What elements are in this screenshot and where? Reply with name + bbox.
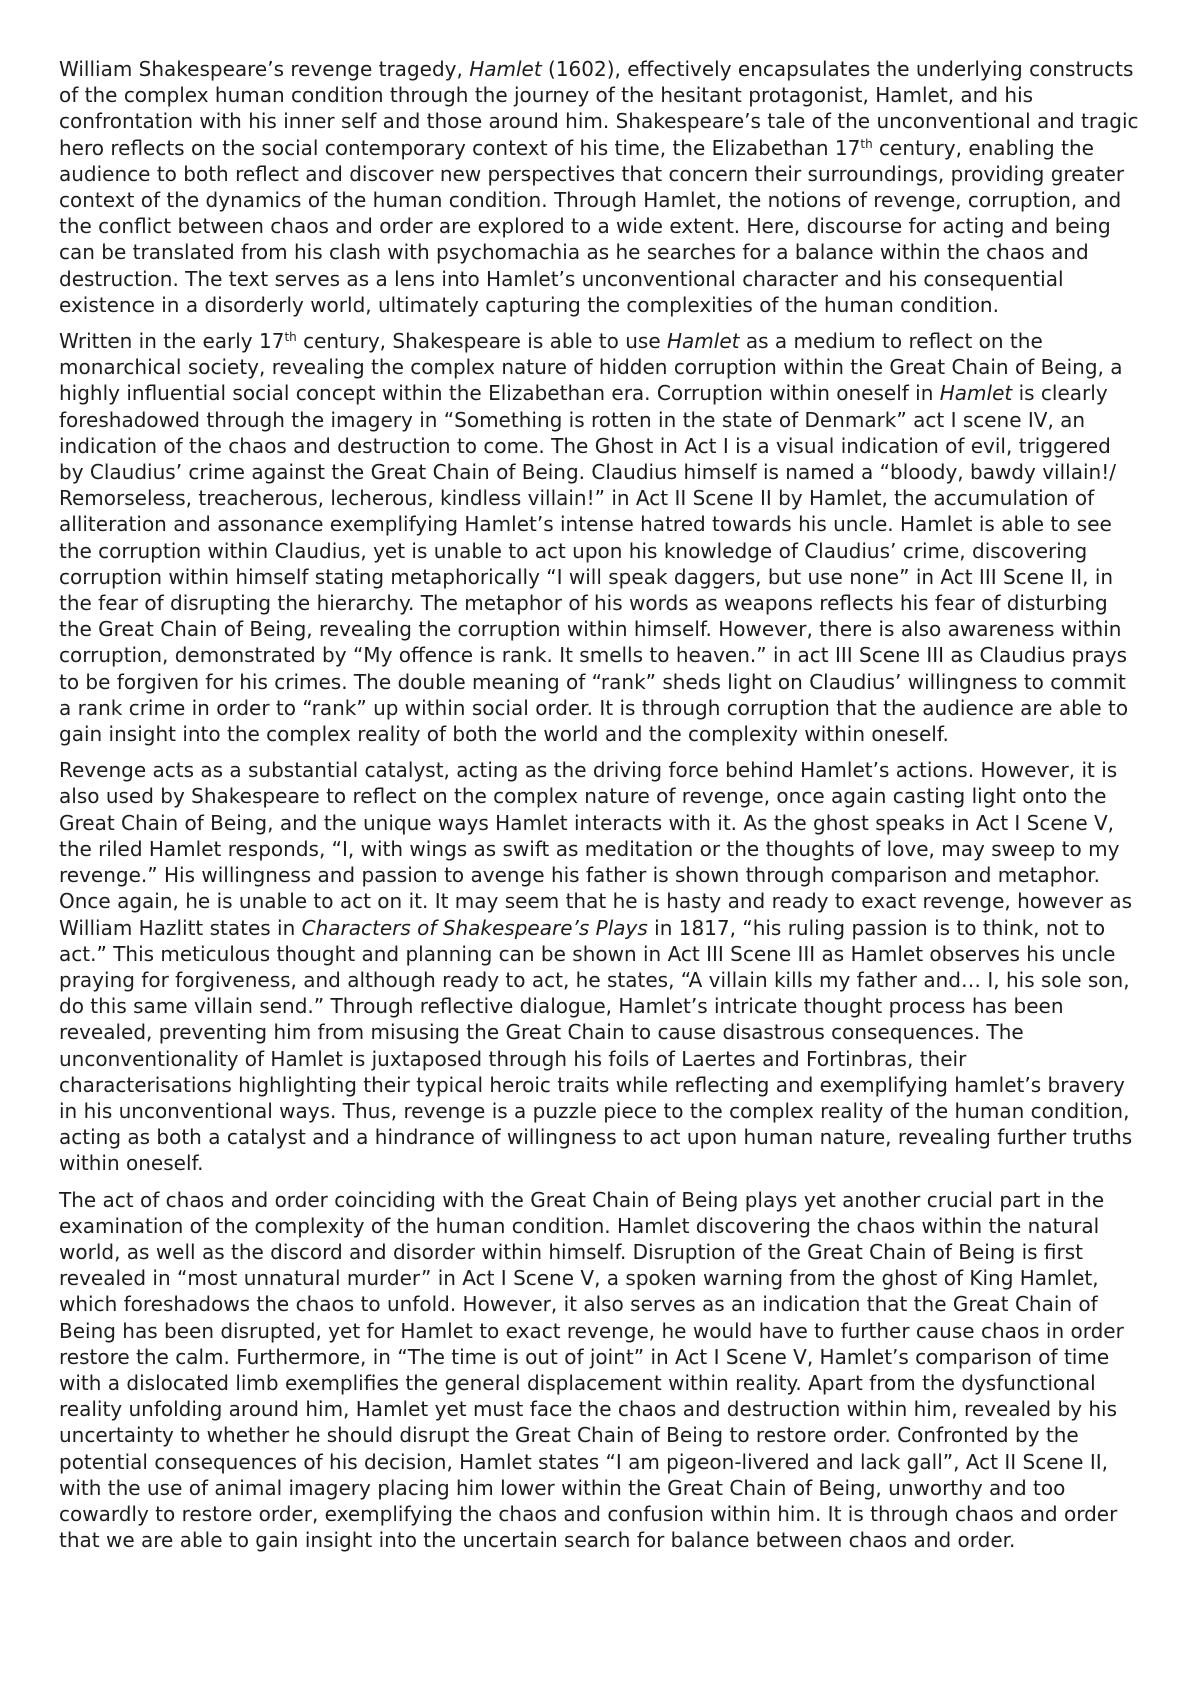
text-run: The act of chaos and order coinciding with the Great Chain of Being plays yet another crucial part in the examination of the complexity of the human condition. Hamlet discovering the chaos within the natural world, as well as the discord and disorder within himself. Disruption of the Great Chain of Being is first revealed in “most unnatural murder” in Act I Scene V, a spoken warning from the ghost of King Hamlet, which foreshadows the chaos to unfold. However, it also serves as an indication that the Great Chain of Being has been disrupted, yet for Hamlet to exact revenge, he would have to further cause chaos in order restore the calm. Furthermore, in “The time is out of joint” in Act I Scene V, Hamlet’s comparison of time with a dislocated limb exemplifies the general displacement within reality. Apart from the dysfunctional reality unfolding around him, Hamlet yet must face the chaos and destruction within him, revealed by his uncertainty to whether he should disrupt the Great Chain of Being to restore order. Confronted by the potential consequences of his decision, Hamlet states “I am pigeon-livered and lack gall”, Act II Scene II, with the use of animal imagery placing him lower within the Great Chain of Being, unworthy and too cowardly to restore order, exemplifying the chaos and confusion within him. It is through chaos and order that we are able to gain insight into the uncertain search for balance between chaos and order. [59, 1187, 1124, 1553]
ordinal-superscript: th [860, 136, 873, 151]
paragraph-revenge [59, 757, 1140, 1176]
italic-title-run: Hamlet [667, 329, 740, 354]
text-run: as a medium to reflect on the monarchical society, revealing the complex nature of hidden corruption within the Great Chain of Being, a highly influential social concept within the Elizabethan era. Corruption within oneself in [59, 329, 1123, 406]
italic-title-run: Hamlet [939, 381, 1013, 406]
text-run: Revenge acts as a substantial catalyst, acting as the driving force behind Hamlet’s actions. However, it is also used by Shakespeare to reflect on the complex nature of revenge, once again casting light onto the Great Chain of Being, and the unique ways Hamlet interacts with it. As the ghost speaks in Act I Scene V, the riled Hamlet responds, “I, with wings as swift as meditation or the thoughts of love, may sweep to my revenge.” His willingness and passion to avenge his father is shown through comparison and metaphor. Once again, he is unable to act on it. It may seem that he is hasty and ready to exact revenge, however as William Hazlitt states in [59, 758, 1133, 940]
text-run: in 1817, “his ruling passion is to think, not to act.” This meticulous thought and planning can be shown in Act III Scene III as Hamlet observes his uncle praying for forgiveness, and although ready to act, he states, “A villain kills my father and… I, his sole son, do this same villain send.” Through reflective dialogue, Hamlet’s intricate thought process has been revealed, preventing him from misusing the Great Chain to cause disastrous consequences. The unconventionality of Hamlet is juxtaposed through his foils of Laertes and Fortinbras, their characterisations highlighting their typical heroic traits while reflecting and exemplifying hamlet’s bravery in his unconventional ways. Thus, revenge is a puzzle piece to the complex reality of the human condition, acting as both a catalyst and a hindrance of willingness to act upon human nature, revealing further truths within oneself. [59, 915, 1133, 1176]
text-run: Written in the early 17 [59, 329, 285, 354]
italic-title-run: Hamlet [469, 57, 542, 81]
text-run: century, enabling the audience to both reflect and discover new perspectives that concern their surroundings, providing greater context of the dynamics of the human condition. Through Hamlet, the notions of revenge, corruption, and the conflict between chaos and order are explored to a wide extent. Here, discourse for acting and being can be translated from his clash with psychomachia as he searches for a balance within the chaos and destruction. The text serves as a lens into Hamlet’s unconventional character and his consequential existence in a disorderly world, ultimately capturing the complexities of the human condition. [59, 135, 1125, 317]
text-run: (1602), effectively encapsulates the underlying constructs of the complex human condition through the journey of the hesitant protagonist, Hamlet, and his confrontation with his inner self and those around him. Shakespeare’s tale of the unconventional and tragic hero reflects on the social contemporary context of his time, the Elizabethan 17 [59, 57, 1139, 160]
italic-title-run: Characters of Shakespeare’s Plays [301, 915, 648, 940]
paragraph-chaos-and-order [59, 1187, 1140, 1554]
ordinal-superscript: th [284, 330, 297, 345]
paragraph-introduction [59, 56, 1140, 318]
text-run: century, Shakespeare is able to use [296, 329, 667, 354]
text-run: William Shakespeare’s revenge tragedy, [59, 57, 470, 81]
text-run: is clearly foreshadowed through the imagery in “Something is rotten in the state of Denmark” act I scene IV, an indication of the chaos and destruction to come. The Ghost in Act I is a visual indication of evil, triggered by Claudius’ crime against the Great Chain of Being. Claudius himself is named a “bloody, bawdy villain!/ Remorseless, treacherous, lecherous, kindless villain!” in Act II Scene II by Hamlet, the accumulation of alliteration and assonance exemplifying Hamlet’s intense hatred towards his uncle. Hamlet is able to see the corruption within Claudius, yet is unable to act upon his knowledge of Claudius’ crime, discovering corruption within himself stating metaphorically “I will speak daggers, but use none” in Act III Scene II, in the fear of disrupting the hierarchy. The metaphor of his words as weapons reflects his fear of disturbing the Great Chain of Being, revealing the corruption within himself. However, there is also awareness within corruption, demonstrated by “My offence is rank. It smells to heaven.” in act III Scene III as Claudius prays to be forgiven for his crimes. The double meaning of “rank” sheds light on Claudius’ willingness to commit a rank crime in order to “rank” up within social order. It is through corruption that the audience are able to gain insight into the complex reality of both the world and the complexity within oneself. [59, 381, 1129, 747]
paragraph-corruption [59, 328, 1140, 747]
